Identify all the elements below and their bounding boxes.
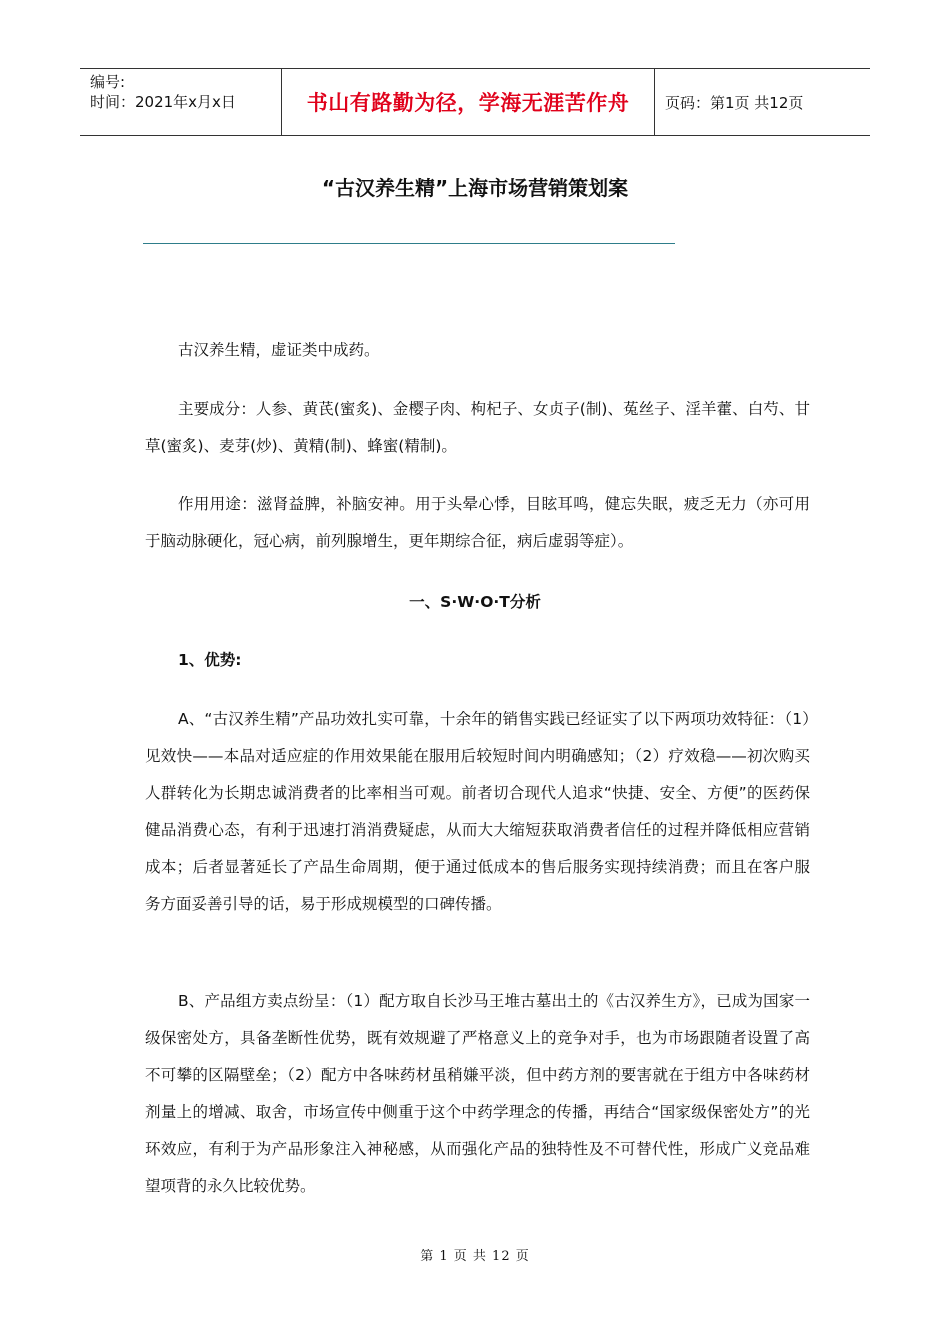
paragraph-a: A、“古汉养生精”产品功效扎实可靠，十余年的销售实践已经证实了以下两项功效特征：（1）见效快——本品对适应症的作用效果能在服用后较短时间内明确感知；（2）疗效稳——初次购买人群转化为长期忠诚消费者的比率相当可观。前者切合现代人追求“快捷、安全、方便”的医药保健品消费心态，有利于迅速打消消费疑虑，从而大大缩短获取消费者信任的过程并降低相应营销成本；后者显著延长了产品生命周期，便于通过低成本的售后服务实现持续消费；而且在客户服务方面妥善引导的话，易于形成规模型的口碑传播。 [145, 710, 810, 913]
para-a-block [145, 701, 810, 923]
paragraph-b: B、产品组方卖点纷呈：（1）配方取自长沙马王堆古墓出土的《古汉养生方》，已成为国家一级保密处方，具备垄断性优势，既有效规避了严格意义上的竞争对手，也为市场跟随者设置了高不可攀的区隔壁垒；（2）配方中各味药材虽稍嫌平淡，但中药方剂的要害就在于组方中各味药材剂量上的增减、取舍，市场宣传中侧重于这个中药学理念的传播，再结合“国家级保密处方”的光环效应，有利于为产品形象注入神秘感，从而强化产品的独特性及不可替代性，形成广义竞品难望项背的永久比较优势。 [145, 992, 810, 1195]
header-motto: 书山有路勤为径，学海无涯苦作舟 [282, 69, 655, 135]
ingredients-block [145, 391, 810, 465]
title-divider [143, 243, 675, 244]
document-title: “古汉养生精”上海市场营销策划案 [321, 176, 629, 200]
section-heading-swot: 一、S·W·O·T分析 [409, 593, 541, 611]
usage-block [145, 486, 810, 560]
page-footer: 第 1 页 共 12 页 [420, 1249, 530, 1264]
number-label: 编号: [90, 73, 126, 91]
usage-paragraph: 作用用途：滋肾益脾，补脑安神。用于头晕心悸，目眩耳鸣，健忘失眠，疲乏无力（亦可用于脑动脉硬化，冠心病，前列腺增生，更年期综合征，病后虚弱等症）。 [145, 495, 810, 550]
sub-heading-strengths: 1、优势: [178, 651, 242, 669]
date-label: 时间：2021年x月x日 [90, 93, 236, 111]
header-meta [80, 69, 282, 135]
para-b-block [145, 983, 810, 1205]
intro-paragraph: 古汉养生精，虚证类中成药。 [178, 341, 380, 359]
intro-block [145, 332, 810, 369]
header-page-info: 页码：第1页 共12页 [665, 93, 804, 112]
ingredients-paragraph: 主要成分：人参、黄芪(蜜炙)、金樱子肉、枸杞子、女贞子(制)、菟丝子、淫羊藿、白芍、甘草(蜜炙)、麦芽(炒)、黄精(制)、蜂蜜(精制)。 [145, 400, 810, 455]
header-table [80, 68, 870, 136]
